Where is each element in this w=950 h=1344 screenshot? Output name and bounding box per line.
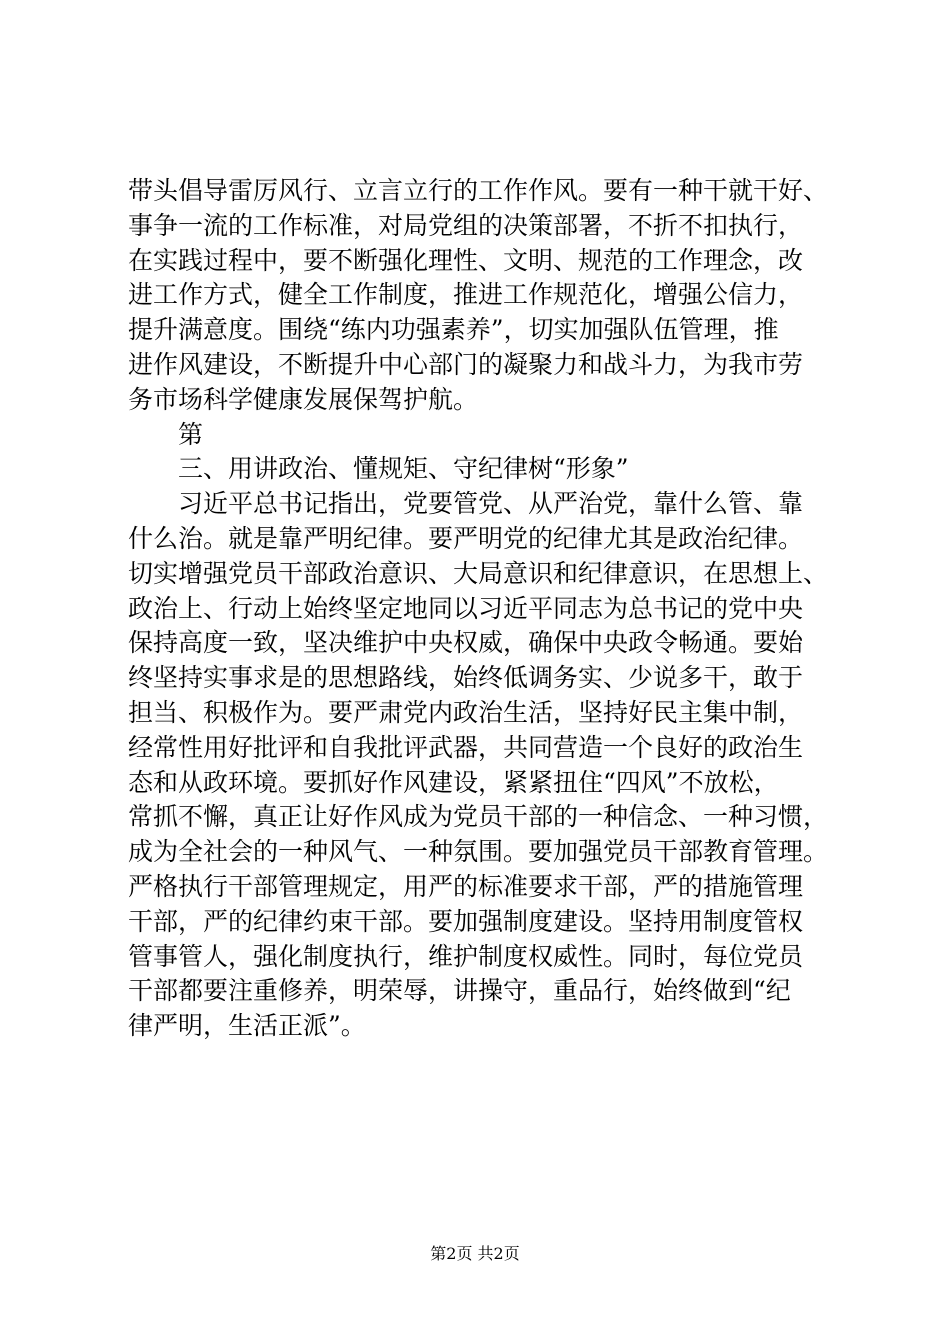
section-heading: 三、用讲政治、懂规矩、守纪律树“形象” [178,454,629,484]
text-line: 严格执行干部管理规定，用严的标准要求干部，严的措施管理 [128,871,804,901]
text-line: 提升满意度。围绕“练内功强素养”，切实加强队伍管理，推 [128,315,779,345]
body-text [128,174,848,1044]
text-line: 切实增强党员干部政治意识、大局意识和纪律意识，在思想上、 [128,558,829,588]
text-line: 进作风建设，不断提升中心部门的凝聚力和战斗力，为我市劳 [128,349,804,379]
text-line: 第 [178,419,204,449]
text-line: 经常性用好批评和自我批评武器，共同营造一个良好的政治生 [128,732,804,762]
text-line: 习近平总书记指出，党要管党、从严治党，靠什么管、靠 [178,489,804,519]
text-line: 终坚持实事求是的思想路线，始终低调务实、少说多干，敢于 [128,663,804,693]
text-line: 管事管人，强化制度执行，维护制度权威性。同时，每位党员 [128,941,804,971]
text-line: 常抓不懈，真正让好作风成为党员干部的一种信念、一种习惯， [128,802,829,832]
text-line: 态和从政环境。要抓好作风建设，紧紧扭住“四风”不放松， [128,767,779,797]
text-line: 什么治。就是靠严明纪律。要严明党的纪律尤其是政治纪律。 [128,523,804,553]
text-line: 进工作方式，健全工作制度，推进工作规范化，增强公信力， [128,280,804,310]
text-line: 带头倡导雷厉风行、立言立行的工作作风。要有一种干就干好、 [128,176,829,205]
text-line: 成为全社会的一种风气、一种氛围。要加强党员干部教育管理。 [128,837,829,867]
text-line: 律严明，生活正派”。 [128,1011,366,1041]
text-line: 担当、积极作为。要严肃党内政治生活，坚持好民主集中制， [128,697,804,727]
text-line: 在实践过程中，要不断强化理性、文明、规范的工作理念，改 [128,245,804,275]
text-line: 政治上、行动上始终坚定地同以习近平同志为总书记的党中央 [128,593,804,623]
text-line: 干部都要注重修养，明荣辱，讲操守，重品行，始终做到“纪 [128,976,791,1006]
text-line: 干部，严的纪律约束干部。要加强制度建设。坚持用制度管权 [128,906,804,936]
page-footer: 第2页 共2页 [430,1244,520,1263]
text-line: 务市场科学健康发展保驾护航。 [128,384,479,414]
text-line: 事争一流的工作标准，对局党组的决策部署，不折不扣执行， [128,210,804,240]
text-line: 保持高度一致，坚决维护中央权威，确保中央政令畅通。要始 [128,628,804,658]
